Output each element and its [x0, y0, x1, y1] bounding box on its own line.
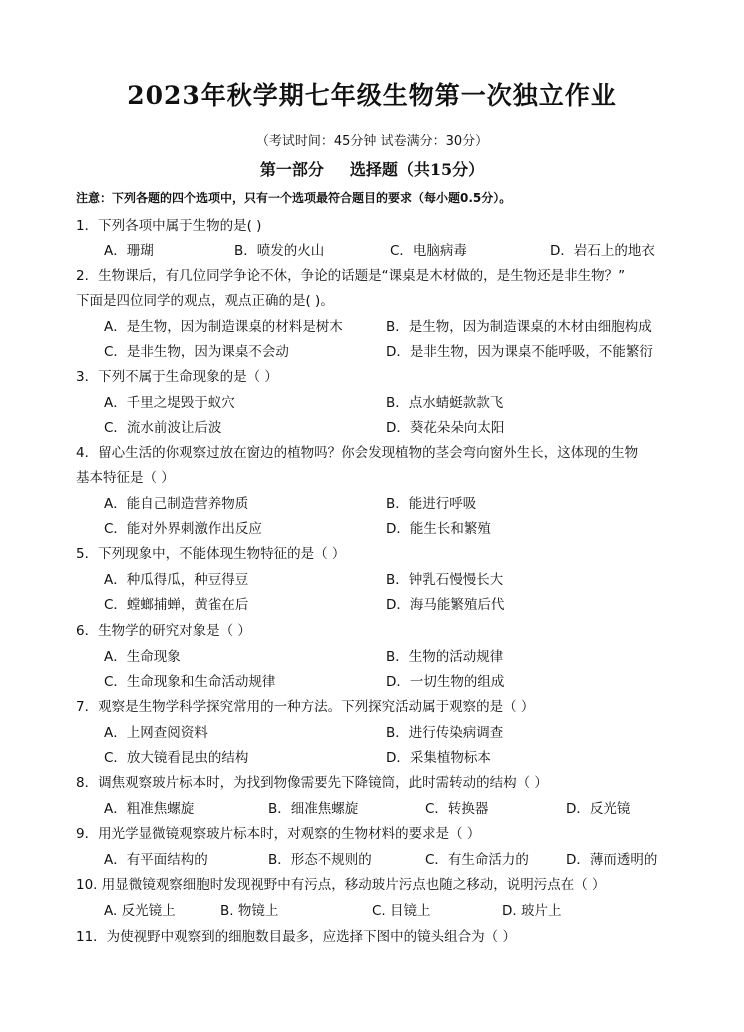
- question-4-option-b: B．能进行呼吸: [386, 496, 477, 512]
- question-3-option-b: B．点水蜻蜓款款飞: [386, 395, 504, 411]
- question-4-option-d: D．能生长和繁殖: [386, 521, 491, 537]
- question-10-option-c: C. 目镜上: [372, 903, 431, 919]
- question-7-stem: 7．观察是生物学科学探究常用的一种方法。下列探究活动属于观察的是（ ）: [76, 699, 535, 715]
- question-5-stem: 5．下列现象中，不能体现生物特征的是（ ）: [76, 546, 346, 562]
- question-3-stem: 3．下列不属于生命现象的是（ ）: [76, 369, 278, 385]
- question-2-option-a: A．是生物，因为制造课桌的材料是树木: [104, 319, 343, 335]
- question-2-option-d: D．是非生物，因为课桌不能呼吸，不能繁衍: [386, 344, 653, 360]
- question-3-option-d: D．葵花朵朵向太阳: [386, 420, 505, 436]
- question-9-stem: 9．用光学显微镜观察玻片标本时，对观察的生物材料的要求是（ ）: [76, 826, 481, 842]
- question-7-option-d: D．采集植物标本: [386, 750, 491, 766]
- question-2-stem-cont: 下面是四位同学的观点，观点正确的是( )。: [76, 293, 334, 309]
- question-2-stem: 2．生物课后，有几位同学争论不休，争论的话题是“课桌是木材做的，是生物还是非生物？”: [76, 268, 626, 284]
- question-1-stem: 1．下列各项中属于生物的是( ): [76, 218, 262, 234]
- question-1-option-d: D．岩石上的地衣: [550, 243, 655, 259]
- question-10-stem: 10. 用显微镜观察细胞时发现视野中有污点，移动玻片污点也随之移动，说明污点在（ ）: [76, 877, 606, 893]
- question-6-option-a: A．生命现象: [104, 649, 181, 665]
- question-2-option-b: B．是生物，因为制造课桌的木材由细胞构成: [386, 319, 652, 335]
- question-5-option-d: D．海马能繁殖后代: [386, 597, 505, 613]
- question-4-option-c: C．能对外界刺激作出反应: [104, 521, 262, 537]
- question-9-option-c: C．有生命活力的: [425, 852, 529, 868]
- question-3-option-a: A．千里之堤毁于蚁穴: [104, 395, 235, 411]
- question-8-stem: 8．调焦观察玻片标本时，为找到物像需要先下降镜筒，此时需转动的结构（ ）: [76, 775, 548, 791]
- page-title: 2023年秋学期七年级生物第一次独立作业: [127, 81, 617, 110]
- question-6-option-d: D．一切生物的组成: [386, 674, 505, 690]
- question-9-option-a: A．有平面结构的: [104, 852, 208, 868]
- question-10-option-a: A. 反光镜上: [104, 903, 176, 919]
- question-1-option-b: B．喷发的火山: [234, 243, 325, 259]
- question-5-option-b: B．钟乳石慢慢长大: [386, 572, 504, 588]
- question-4-option-a: A．能自己制造营养物质: [104, 496, 249, 512]
- question-11-stem: 11．为使视野中观察到的细胞数目最多，应选择下图中的镜头组合为（ ）: [76, 929, 516, 945]
- exam-info: （考试时间：45分钟 试卷满分：30分）: [255, 134, 489, 149]
- question-8-option-b: B．细准焦螺旋: [268, 801, 359, 817]
- question-3-option-c: C．流水前波让后波: [104, 420, 222, 436]
- section-heading: [0, 157, 744, 180]
- question-2-option-c: C．是非生物，因为课桌不会动: [104, 344, 289, 360]
- question-8-option-c: C．转换器: [425, 801, 489, 817]
- question-7-option-a: A．上网查阅资料: [104, 725, 208, 741]
- section-name: 第一部分: [259, 160, 324, 179]
- question-4-stem: 4．留心生活的你观察过放在窗边的植物吗？你会发现植物的茎会弯向窗外生长，这体现的生物: [76, 445, 639, 461]
- question-7-option-b: B．进行传染病调查: [386, 725, 504, 741]
- question-7-option-c: C．放大镜看昆虫的结构: [104, 750, 249, 766]
- question-1-option-a: A．珊瑚: [104, 243, 154, 259]
- question-8-option-a: A．粗准焦螺旋: [104, 801, 195, 817]
- question-4-stem-cont: 基本特征是（ ）: [76, 470, 175, 486]
- question-9-option-d: D．薄而透明的: [566, 852, 658, 868]
- question-6-stem: 6．生物学的研究对象是（ ）: [76, 623, 251, 639]
- question-10-option-d: D. 玻片上: [502, 903, 562, 919]
- section-title: 选择题（共15分）: [349, 160, 485, 179]
- question-6-option-c: C．生命现象和生命活动规律: [104, 674, 276, 690]
- question-5-option-a: A．种瓜得瓜，种豆得豆: [104, 572, 249, 588]
- question-8-option-d: D．反光镜: [566, 801, 631, 817]
- question-1-option-c: C．电脑病毒: [390, 243, 467, 259]
- question-5-option-c: C．螳螂捕蝉，黄雀在后: [104, 597, 249, 613]
- question-6-option-b: B．生物的活动规律: [386, 649, 504, 665]
- question-9-option-b: B．形态不规则的: [268, 852, 372, 868]
- question-10-option-b: B. 物镜上: [220, 903, 279, 919]
- notice-text: 注意：下列各题的四个选项中，只有一个选项最符合题目的要求（每小题0.5分）。: [76, 191, 512, 205]
